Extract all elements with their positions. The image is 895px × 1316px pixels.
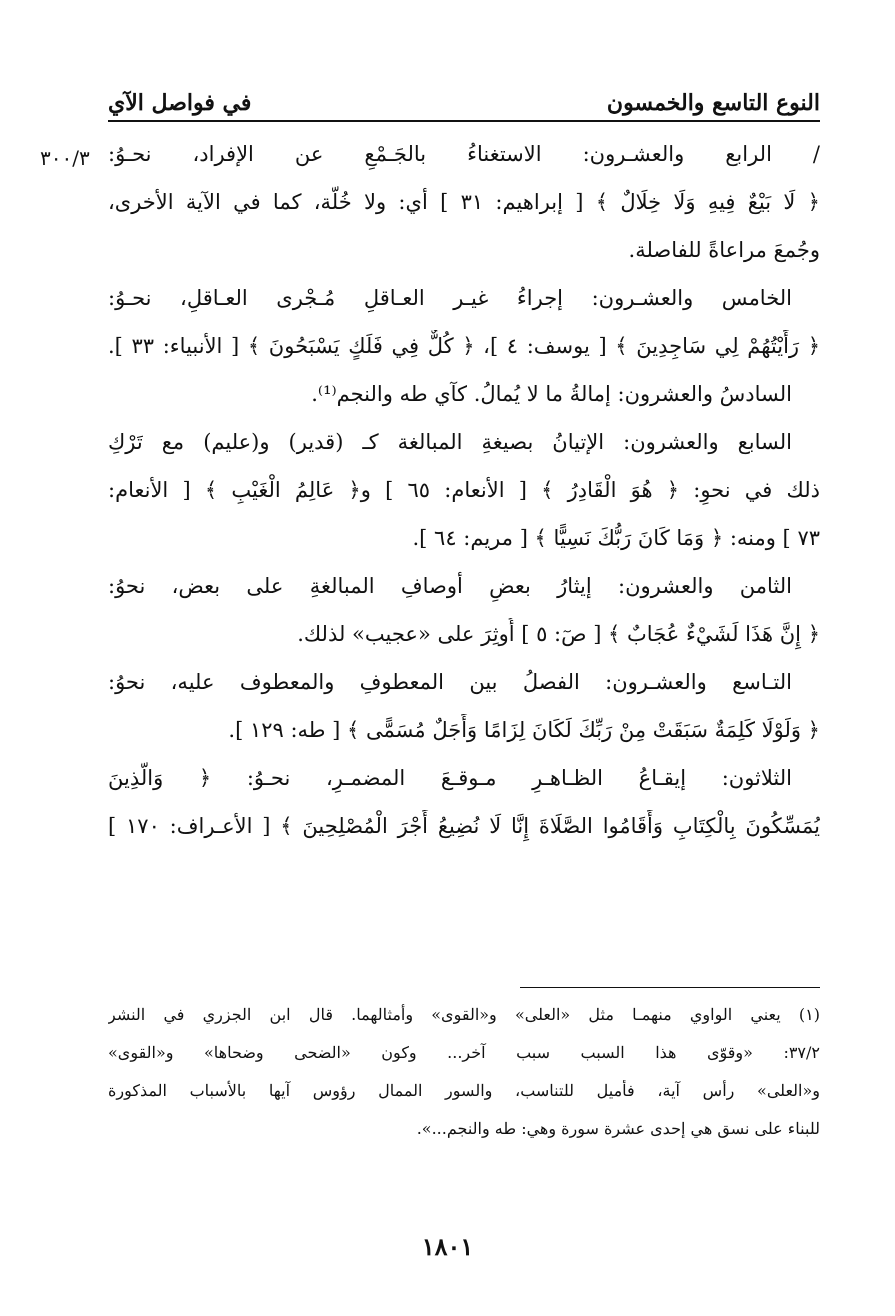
text-line: ٧٣ ] ومنه: ﴿ وَمَا كَانَ رَبُّكَ نَسِيًّا ﴾ [ مريم: ٦٤ ]. [412,526,820,550]
text-line: ﴿ إِنَّ هَذَا لَشَيْءٌ عُجَابٌ ﴾ [ صٓ: ٥ ] أُوثِرَ على «عجيب» لذلك. [297,622,820,646]
text-line: ﴿ رَأَيْتُهُمْ لِي سَاجِدِينَ ﴾ [ يوسف: ٤ ]، ﴿ كُلٌّ فِي فَلَكٍ يَسْبَحُونَ ﴾ [ الأنبياء: ٣٣ ]. [108,334,820,358]
text-line: السابع والعشرون: الإتيانُ بصيغةِ المبالغة كـ (قدير) و(عليم) مع تَرْكِ [108,430,792,454]
text-line: الخامس والعشـرون: إجراءُ غيـر العـاقلِ مُـجْرى العـاقلِ، نحـوُ: [108,286,792,310]
text-line: الثلاثون: إيقـاعُ الظـاهـرِ مـوقـعَ المضمـرِ، نحـوُ: ﴿ وَالَّذِينَ [108,766,792,790]
section-title: في فواصل الآي [108,90,252,116]
text-line: السادسُ والعشرون: إمالةُ ما لا يُمالُ. كآي طه والنجم⁽¹⁾. [311,382,792,406]
footnote-line: و«العلى» رأس آية، فأُميل للتناسب، والسور الممال رؤوس آيها بالأسباب المذكورة [108,1081,820,1100]
chapter-title: النوع التاسع والخمسون [606,90,820,116]
text-line: وجُمعَ مراعاةً للفاصلة. [628,238,820,262]
text-line: الثامن والعشرون: إيثارُ بعضِ أوصافِ المبالغةِ على بعض، نحوُ: [108,574,792,598]
footnotes [108,1004,820,1156]
footnote-line: ٣٧/٢: «وقوّى هذا السبب سبب آخر... وكون «الضحى وضحاها» و«القوى» [108,1043,820,1062]
text-line: ﴿ لَا بَيْعٌ فِيهِ وَلَا خِلَالٌ ﴾ [ إبراهيم: ٣١ ] أي: ولا خُلَّة، كما في الآية الأخرى، [108,190,820,214]
body-text [108,138,820,858]
page-number: ١٨٠١ [421,1232,474,1261]
text-line: ﴿ وَلَوْلَا كَلِمَةٌ سَبَقَتْ مِنْ رَبِّكَ لَكَانَ لِزَامًا وَأَجَلٌ مُسَمًّى ﴾ [ طه: ١٢٩ ]. [228,718,820,742]
text-line: التـاسع والعشـرون: الفصلُ بين المعطوفِ والمعطوف عليه، نحوُ: [108,670,792,694]
footnote-line: للبناء على نسق هي إحدى عشرة سورة وهي: طه والنجم...». [416,1119,820,1138]
running-header [108,72,820,122]
text-line: يُمَسِّكُونَ بِالْكِتَابِ وَأَقَامُوا الصَّلَاةَ إِنَّا لَا نُضِيعُ أَجْرَ الْمُصْلِحِينَ ﴾ [ الأعـراف: ١٧٠ ] [108,814,820,838]
footnote-divider [520,987,820,988]
text-line: / الرابع والعشـرون: الاستغناءُ بالجَـمْعِ عن الإفراد، نحـوُ: [108,142,820,166]
footnote-line: (١) يعني الواوي منهمـا مثل «العلى» و«القوى» وأمثالهما. قال ابن الجزري في النشر [108,1005,820,1024]
margin-page-reference: ٣٠٠/٣ [40,146,90,170]
text-line: ذلك في نحوِ: ﴿ هُوَ الْقَادِرُ ﴾ [ الأنعام: ٦٥ ] و﴿ عَالِمُ الْغَيْبِ ﴾ [ الأنعام: [108,478,820,502]
